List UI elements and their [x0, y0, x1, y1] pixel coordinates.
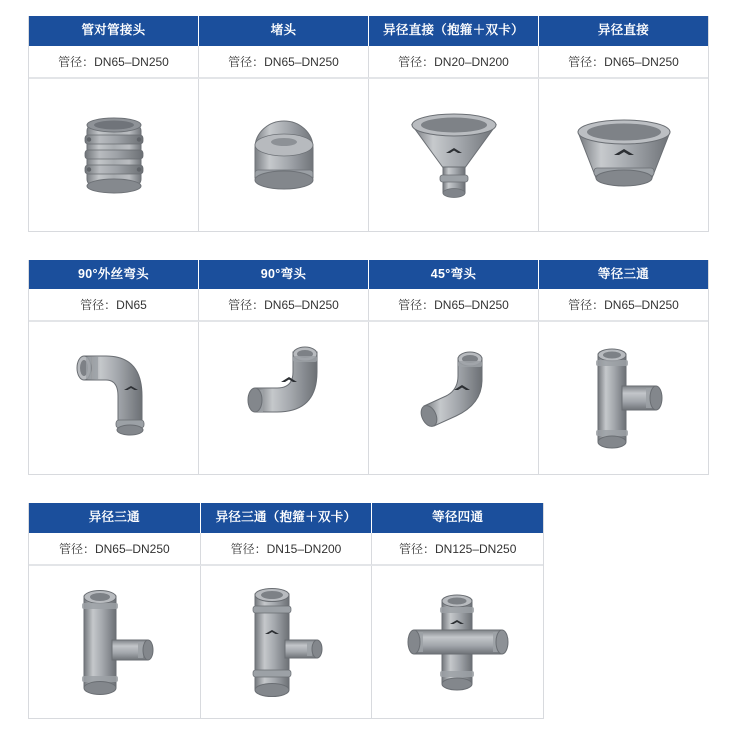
reducing-tee-clamp-icon [221, 582, 351, 702]
group-1-header-row [29, 16, 708, 46]
product-image-cell-2-3 [369, 322, 539, 474]
equal-cross-icon [398, 582, 518, 702]
product-group-2 [28, 260, 709, 476]
product-name-header-1-1: 管对管接头 [29, 16, 199, 46]
group-1-image-row [29, 79, 708, 231]
group-2-header-row [29, 260, 708, 290]
group-3-image-row [29, 566, 543, 718]
product-name-header-2-1: 90°外丝弯头 [29, 260, 199, 290]
group-2-spec-row [29, 289, 708, 322]
group-3-spec-row [29, 533, 543, 566]
elbow-90-icon [219, 338, 349, 458]
product-image-cell-2-1 [29, 322, 199, 474]
product-spec-1-2: 管径：DN65–DN250 [199, 46, 369, 78]
product-name-header-2-2: 90°弯头 [199, 260, 369, 290]
product-image-cell-3-2 [201, 566, 373, 718]
product-spec-1-4: 管径：DN65–DN250 [539, 46, 708, 78]
product-image-cell-3-3 [372, 566, 543, 718]
product-name-header-1-3: 异径直接（抱箍＋双卡） [369, 16, 539, 46]
group-2-image-row [29, 322, 708, 474]
product-name-header-3-1: 异径三通 [29, 503, 201, 533]
product-image-cell-1-4 [539, 79, 708, 231]
product-name-header-1-4: 异径直接 [539, 16, 708, 46]
product-name-header-2-4: 等径三通 [539, 260, 708, 290]
product-name-header-3-2: 异径三通（抱箍＋双卡） [201, 503, 373, 533]
product-image-cell-2-4 [539, 322, 708, 474]
elbow-90-threaded-icon [54, 338, 174, 458]
coupling-icon [59, 100, 169, 210]
reducing-tee-icon [54, 582, 174, 702]
product-spec-1-1: 管径：DN65–DN250 [29, 46, 199, 78]
product-image-cell-1-2 [199, 79, 369, 231]
product-name-header-1-2: 堵头 [199, 16, 369, 46]
group-1-spec-row [29, 46, 708, 79]
equal-tee-icon [564, 338, 684, 458]
end-cap-icon [229, 100, 339, 210]
product-spec-page [0, 16, 737, 735]
reducer-icon [564, 100, 684, 210]
reducer-clamp-icon [394, 95, 514, 215]
product-spec-3-1: 管径：DN65–DN250 [29, 533, 201, 565]
product-spec-1-3: 管径：DN20–DN200 [369, 46, 539, 78]
product-image-cell-1-1 [29, 79, 199, 231]
product-group-3 [28, 503, 544, 719]
group-3-header-row [29, 503, 543, 533]
product-spec-3-3: 管径：DN125–DN250 [372, 533, 543, 565]
product-image-cell-2-2 [199, 322, 369, 474]
elbow-45-icon [394, 338, 514, 458]
product-image-cell-3-1 [29, 566, 201, 718]
product-spec-3-2: 管径：DN15–DN200 [201, 533, 373, 565]
product-spec-2-1: 管径：DN65 [29, 289, 199, 321]
product-image-cell-1-3 [369, 79, 539, 231]
product-spec-2-4: 管径：DN65–DN250 [539, 289, 708, 321]
product-spec-2-2: 管径：DN65–DN250 [199, 289, 369, 321]
product-name-header-3-3: 等径四通 [372, 503, 543, 533]
product-spec-2-3: 管径：DN65–DN250 [369, 289, 539, 321]
product-name-header-2-3: 45°弯头 [369, 260, 539, 290]
product-group-1 [28, 16, 709, 232]
